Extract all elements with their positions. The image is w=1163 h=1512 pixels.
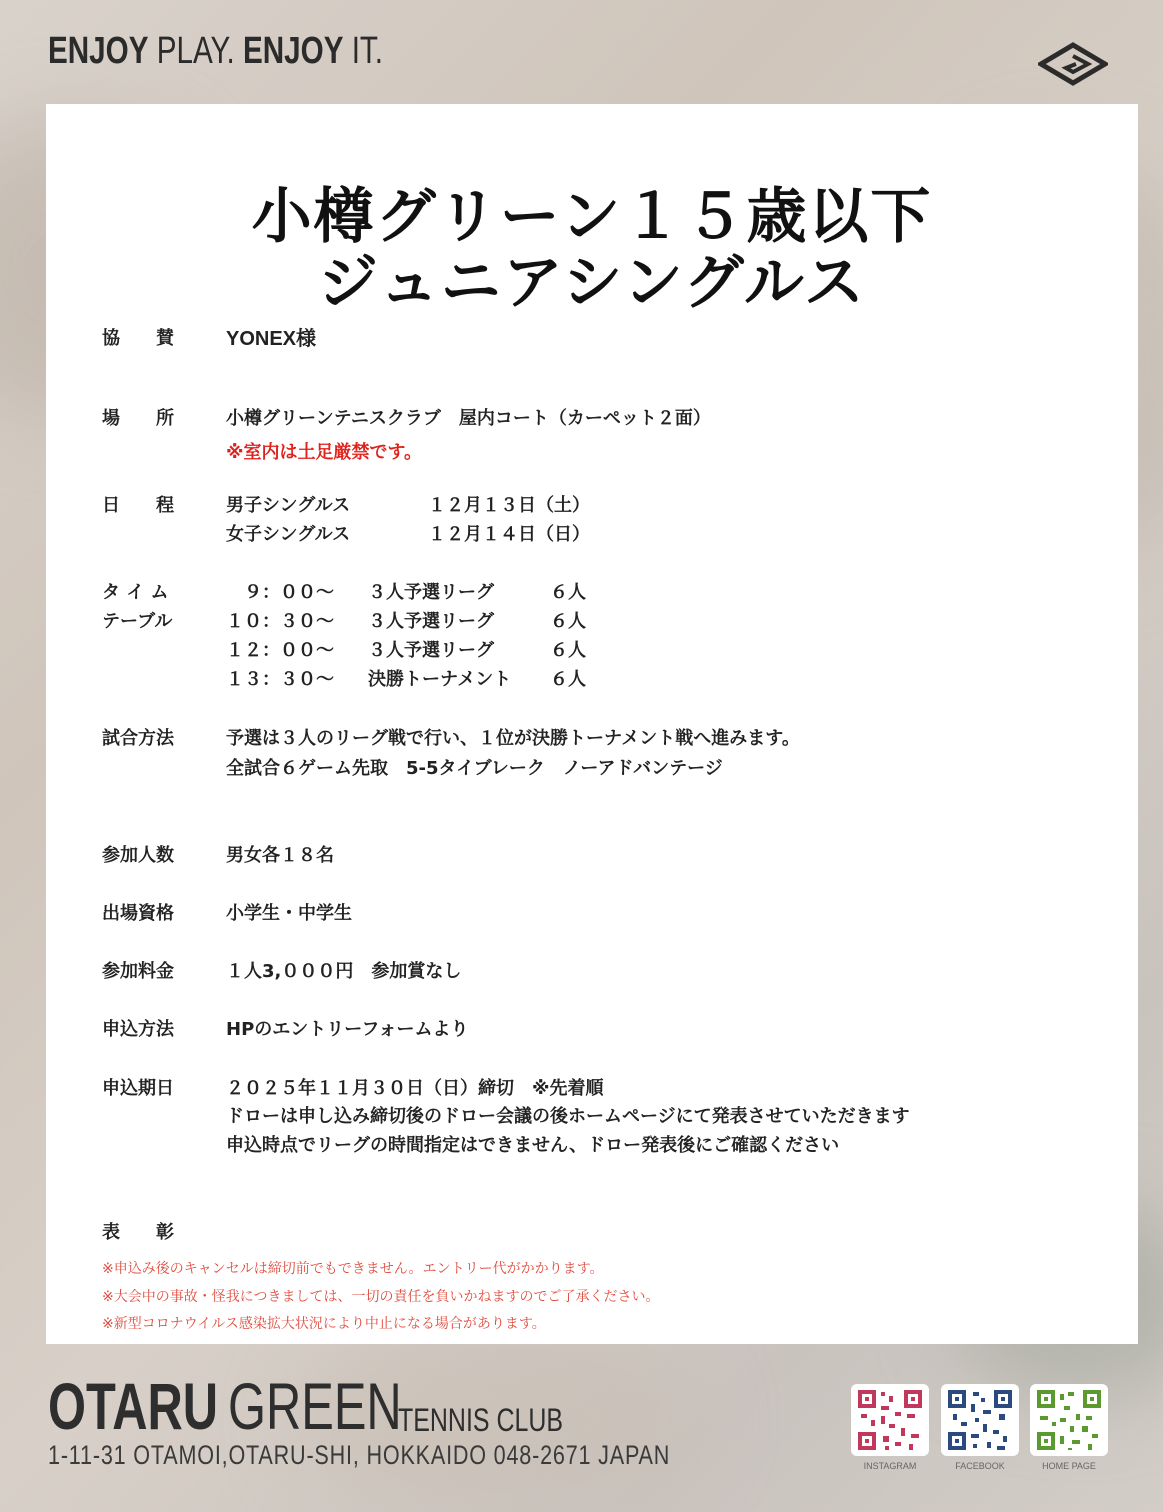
qr-code-icon (851, 1384, 929, 1456)
qr-label: INSTAGRAM (863, 1461, 917, 1471)
qr-label: HOME PAGE (1042, 1461, 1096, 1471)
eligibility-label: 出場資格 (102, 903, 174, 924)
qr-code-icon (941, 1384, 1019, 1456)
schedule-label: 日 程 (102, 495, 174, 516)
timetable-count: ６人 (550, 611, 586, 632)
tagline-word: ENJOY (242, 30, 344, 72)
participants-label: 参加人数 (102, 845, 174, 866)
format-line: 全試合６ゲーム先取 5-5タイブレーク ノーアドバンテージ (226, 758, 723, 779)
deadline-line: 申込時点でリーグの時間指定はできません、ドロー発表後にご確認ください (226, 1135, 840, 1156)
instagram-qr-code[interactable] (851, 1384, 929, 1456)
venue-label: 場 所 (102, 408, 174, 429)
timetable-event: ３人予選リーグ (368, 582, 494, 603)
notice-line: ※新型コロナウイルス感染拡大状況により中止になる場合があります。 (102, 1316, 546, 1332)
fee-label: 参加料金 (102, 961, 174, 982)
event-title: 小樽グリーン１５歳以下 (251, 182, 933, 252)
club-name-light: GREEN (228, 1369, 402, 1443)
qr-code-icon (1030, 1384, 1108, 1456)
timetable-event: 決勝トーナメント (368, 669, 512, 690)
club-address: 1-11-31 OTAMOI,OTARU-SHI, HOKKAIDO 048-2671 JAPAN (48, 1440, 671, 1470)
facebook-qr-code[interactable] (941, 1384, 1019, 1456)
deadline-line: ドローは申し込み締切後のドロー会議の後ホームページにて発表させていただきます (226, 1106, 910, 1127)
timetable-label: タ イ ム (102, 582, 169, 603)
brand-logo-icon (1038, 42, 1108, 86)
timetable-count: ６人 (550, 640, 586, 661)
schedule-event: 男子シングルス (226, 495, 351, 516)
schedule-event: 女子シングルス (226, 524, 351, 545)
homepage-qr-code[interactable] (1030, 1384, 1108, 1456)
club-name-small: TENNIS CLUB (398, 1402, 564, 1438)
apply-method-label: 申込方法 (102, 1019, 174, 1040)
notice-line: ※申込み後のキャンセルは締切前でもできません。エントリー代がかかります。 (102, 1261, 604, 1277)
timetable-time: １３：３０～ (226, 669, 334, 690)
timetable-event: ３人予選リーグ (368, 640, 494, 661)
club-name-bold: OTARU (48, 1369, 219, 1443)
format-line: 予選は３人のリーグ戦で行い、１位が決勝トーナメント戦へ進みます。 (226, 728, 800, 749)
timetable-time: ９：００～ (226, 582, 334, 603)
apply-method-value: HPのエントリーフォームより (226, 1019, 469, 1040)
sponsor-label: 協 賛 (102, 328, 174, 349)
tagline (48, 30, 383, 73)
participants-value: 男女各１８名 (226, 845, 334, 866)
timetable-time: １０：３０～ (226, 611, 334, 632)
fee-value: １人3,０００円 参加賞なし (226, 961, 462, 982)
tagline-word: PLAY. (156, 30, 235, 72)
venue-value: 小樽グリーンテニスクラブ 屋内コート（カーペット２面） (226, 408, 711, 429)
flyer-sheet (46, 104, 1138, 1344)
timetable-time: １２：００～ (226, 640, 334, 661)
schedule-date: １２月１４日（日） (428, 524, 590, 545)
schedule-date: １２月１３日（土） (428, 495, 590, 516)
event-subtitle: ジュニアシングルス (317, 248, 867, 318)
timetable-event: ３人予選リーグ (368, 611, 494, 632)
timetable-label: テーブル (102, 611, 173, 632)
notice-line: ※大会中の事故・怪我につきましては、一切の責任を負いかねますのでご了承ください。 (102, 1289, 660, 1305)
tagline-word: IT. (351, 30, 383, 72)
format-label: 試合方法 (102, 728, 174, 749)
timetable-count: ６人 (550, 582, 586, 603)
timetable-count: ６人 (550, 669, 586, 690)
deadline-line: ２０２５年１１月３０日（日）締切 ※先着順 (226, 1078, 604, 1099)
sponsor-value: YONEX様 (226, 328, 317, 350)
venue-note: ※室内は土足厳禁です。 (226, 442, 423, 463)
award-label: 表 彰 (102, 1222, 174, 1243)
qr-label: FACEBOOK (955, 1461, 1005, 1471)
deadline-label: 申込期日 (102, 1078, 174, 1099)
eligibility-value: 小学生・中学生 (226, 903, 352, 924)
tagline-word: ENJOY (48, 30, 149, 72)
